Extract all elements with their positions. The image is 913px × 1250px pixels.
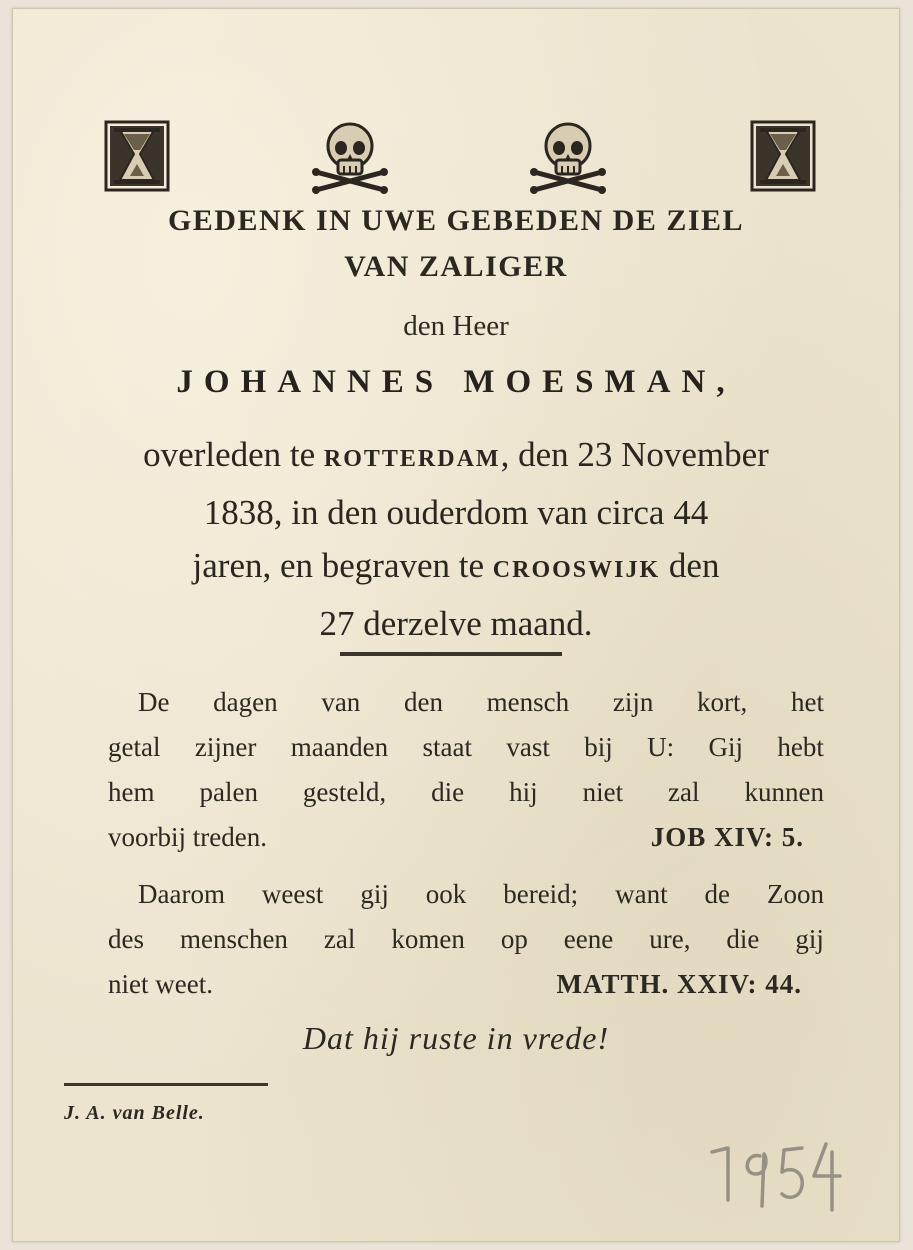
verse-line — [108, 725, 824, 770]
verse-text: niet weet. — [108, 969, 213, 999]
verse-text: voorbij treden. — [108, 822, 267, 852]
closing-prayer: Dat hij ruste in vrede! — [302, 1020, 610, 1056]
verse-word: die — [431, 777, 465, 807]
verse-word: dagen — [213, 687, 278, 717]
verse-word: getal — [108, 732, 161, 762]
verse-word: zal — [668, 777, 700, 807]
bio-line-4: 27 derzelve maand. — [319, 604, 593, 643]
header-line-1: GEDENK IN UWE GEBEDEN DE ZIEL — [167, 204, 745, 237]
deceased-name: JOHANNES MOESMAN, — [176, 364, 736, 400]
verse-word: De — [138, 687, 170, 717]
verse-word: hem — [108, 777, 155, 807]
bio-text: den — [660, 546, 720, 585]
verse-word: menschen — [179, 924, 288, 954]
verse-word: van — [321, 687, 361, 717]
hourglass-icon — [104, 120, 170, 192]
ornament-row — [12, 120, 900, 210]
scripture-reference: JOB XIV: 5. — [650, 822, 804, 852]
bio-line-2: 1838, in den ouderdom van circa 44 — [203, 493, 709, 532]
verse-word: niet — [582, 777, 624, 807]
header-line-2: VAN ZALIGER — [344, 250, 568, 283]
skull-crossbones-icon — [308, 120, 392, 194]
handwritten-number-1954 — [698, 1130, 848, 1216]
honorific: den Heer — [403, 310, 509, 342]
verse-word: palen — [199, 777, 258, 807]
bio-line-1 — [12, 428, 900, 486]
verse-word: hebt — [777, 732, 824, 762]
verse-last-line — [108, 962, 824, 1007]
verse-word: ook — [425, 879, 467, 909]
verse-word: Gij — [708, 732, 744, 762]
verse-word: mensch — [486, 687, 570, 717]
skull-crossbones-icon — [526, 120, 610, 194]
verse-word: zijn — [612, 687, 654, 717]
verse-word: des — [108, 924, 144, 954]
verse-word: U: — [647, 732, 675, 762]
city-name: ROTTERDAM — [323, 446, 501, 472]
bio-line-3 — [12, 539, 900, 597]
verse-word: maanden — [290, 732, 389, 762]
verse-word: staat — [422, 732, 473, 762]
verse-word: Daarom — [138, 879, 225, 909]
verse-word: komen — [391, 924, 465, 954]
verse-line — [108, 917, 824, 962]
verse-last-line — [108, 815, 824, 860]
scripture-reference: MATTH. XXIV: 44. — [556, 969, 802, 999]
memorial-card — [12, 8, 900, 1242]
printer-name: J. A. van Belle. — [64, 1102, 205, 1124]
verse-word: op — [500, 924, 528, 954]
biography — [12, 428, 900, 650]
verse-word: vast — [506, 732, 550, 762]
verse-line — [108, 872, 824, 917]
verse-word: kort, — [697, 687, 748, 717]
verse-word: gij — [795, 924, 824, 954]
verse-word: hij — [509, 777, 538, 807]
verse-word: zal — [323, 924, 356, 954]
scripture-verse-2 — [108, 872, 824, 1007]
verse-word: zijner — [194, 732, 257, 762]
verse-word: de — [704, 879, 731, 909]
verse-line — [108, 770, 824, 815]
verse-word: Zoon — [766, 879, 824, 909]
verse-word: gij — [360, 879, 389, 909]
bio-text: overleden te — [143, 435, 324, 474]
verse-line — [108, 680, 824, 725]
verse-word: ure, — [649, 924, 691, 954]
verse-word: kunnen — [744, 777, 824, 807]
divider — [340, 652, 562, 656]
verse-word: eene — [563, 924, 614, 954]
verse-word: gesteld, — [302, 777, 387, 807]
verse-word: het — [790, 687, 824, 717]
verse-word: bereid; — [503, 879, 579, 909]
scripture-verse-1 — [108, 680, 824, 860]
printer-divider — [64, 1083, 268, 1086]
verse-word: weest — [261, 879, 324, 909]
verse-word: den — [404, 687, 443, 717]
bio-text: jaren, en begraven te — [192, 546, 493, 585]
burial-place: CROOSWIJK — [492, 557, 661, 583]
bio-text: , den 23 November — [500, 435, 769, 474]
verse-word: want — [615, 879, 668, 909]
verse-word: bij — [584, 732, 613, 762]
hourglass-icon — [750, 120, 816, 192]
verse-word: die — [726, 924, 760, 954]
